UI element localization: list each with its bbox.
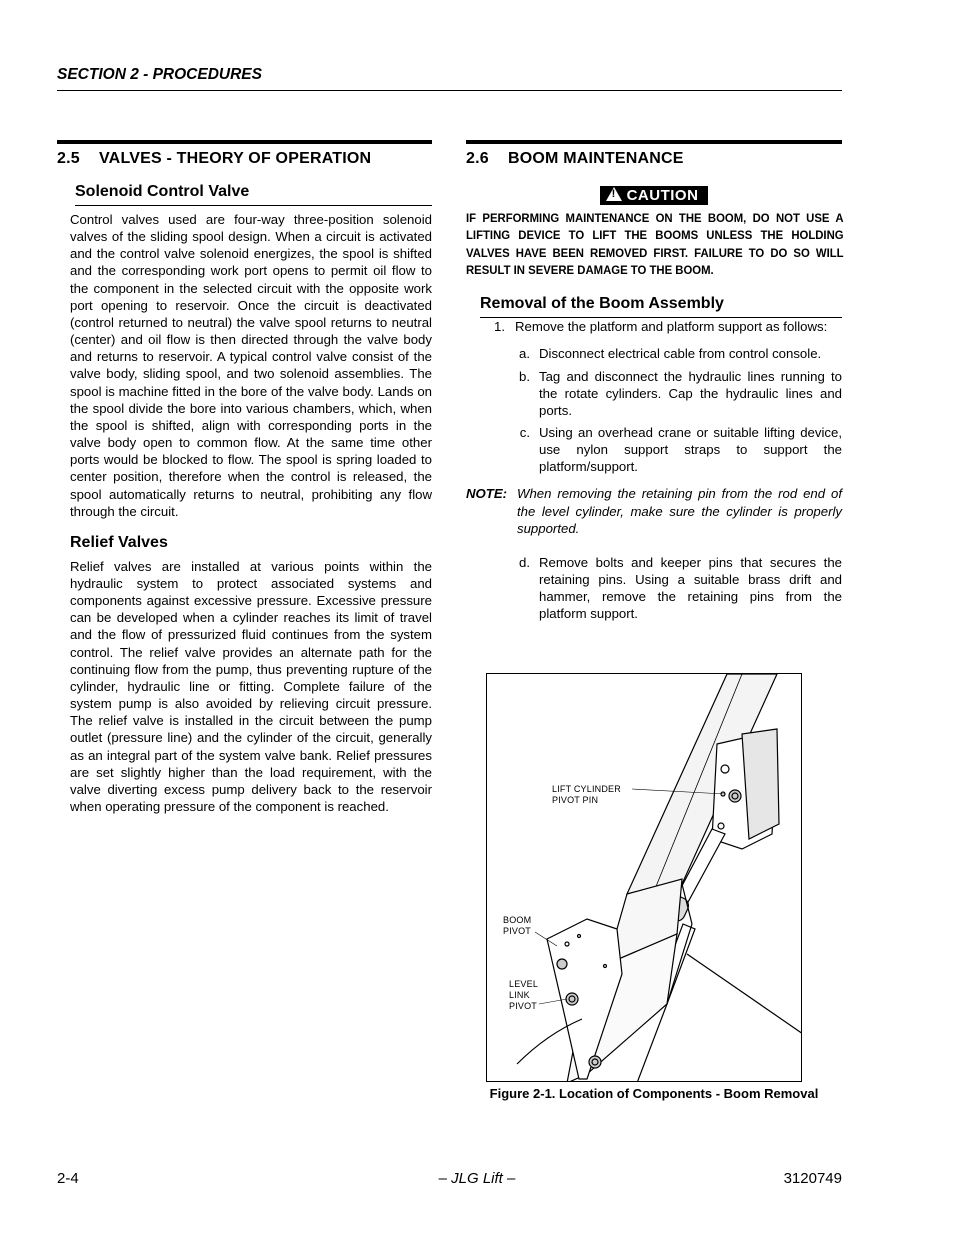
substep-text: Tag and disconnect the hydraulic lines running to the rotate cylinders. Cap the hydraulic lines and ports. bbox=[539, 368, 842, 418]
label-line: LIFT CYLINDER bbox=[552, 784, 621, 794]
substep-letter: c. bbox=[519, 424, 530, 440]
substep-letter: d. bbox=[519, 554, 530, 570]
substep-b bbox=[466, 368, 842, 419]
section-number: 2.6 bbox=[466, 150, 489, 167]
label-line: PIVOT bbox=[509, 1001, 538, 1011]
step-text: Remove the platform and platform support as follows: bbox=[515, 319, 828, 335]
section-heading bbox=[466, 150, 842, 168]
substep-letter: b. bbox=[519, 368, 530, 384]
warning-icon bbox=[606, 187, 622, 201]
subheading-removal: Removal of the Boom Assembly bbox=[480, 295, 842, 318]
section-header: SECTION 2 - PROCEDURES bbox=[57, 66, 262, 83]
section-rule bbox=[57, 140, 432, 144]
caution-banner-wrap bbox=[466, 186, 842, 205]
caution-label: CAUTION bbox=[626, 187, 699, 204]
substep-c bbox=[466, 424, 842, 475]
caution-text: IF PERFORMING MAINTENANCE ON THE BOOM, DO NOT USE A LIFTING DEVICE TO LIFT THE BOOMS UNLESS THE HOLDING VALVES HAVE BEEN REMOVED FIRST. FAILURE TO DO SO WILL RESULT IN SEVERE DAMAGE TO THE BOOM. bbox=[466, 211, 844, 277]
document-number: 3120749 bbox=[783, 1170, 842, 1187]
right-column bbox=[466, 140, 842, 623]
note-text: When removing the retaining pin from the rod end of the level cylinder, make sure the cylinder is properly supported. bbox=[517, 486, 842, 536]
header-rule bbox=[57, 90, 842, 91]
step-number: 1. bbox=[494, 319, 505, 335]
substep-a bbox=[466, 345, 842, 362]
subheading-solenoid: Solenoid Control Valve bbox=[75, 183, 432, 206]
note-label: NOTE: bbox=[466, 486, 508, 502]
section-rule bbox=[466, 140, 842, 144]
section-title: VALVES - THEORY OF OPERATION bbox=[99, 150, 372, 167]
step-1 bbox=[466, 318, 842, 335]
label-level-link-pivot bbox=[509, 979, 538, 1012]
substep-text: Using an overhead crane or suitable lifting device, use nylon support straps to support the platform/support. bbox=[539, 424, 842, 475]
paragraph-relief: Relief valves are installed at various points within the hydraulic system to protect associated systems and components against excessive pressure. Excessive pressure can be developed when a cylinder reaches its limit of travel and the flow of pressurized fluid continues from the system control. The relief valve provides an alternate path for the continuing flow from the pump, thus preventing rupture of the cylinder, hydraulic line or fitting. Complete failure of the system pump is also avoided by relieving circuit pressure. The relief valve is installed in the circuit between the pump outlet (pressure line) and the cylinder of the circuit, generally as an integral part of the system valve bank. Relief pressures are set slightly higher than the load requirement, with the valve diverting excess pump delivery back to the reservoir when operating pressure of the component is reached. bbox=[70, 558, 432, 814]
section-title: BOOM MAINTENANCE bbox=[508, 150, 684, 167]
substep-d bbox=[466, 554, 842, 623]
label-lift-cylinder-pivot-pin bbox=[552, 784, 621, 806]
label-line: PIVOT bbox=[503, 926, 532, 936]
footer-title: – JLG Lift – bbox=[438, 1170, 516, 1187]
label-line: LINK bbox=[509, 990, 530, 1000]
figure-caption: Figure 2-1. Location of Components - Boom Removal bbox=[489, 1086, 819, 1101]
label-line: PIVOT PIN bbox=[552, 795, 599, 805]
left-column bbox=[57, 140, 432, 815]
subheading-relief: Relief Valves bbox=[70, 533, 168, 551]
label-line: LEVEL bbox=[509, 979, 539, 989]
procedure-steps bbox=[466, 318, 842, 622]
substep-text: Disconnect electrical cable from control console. bbox=[539, 346, 822, 362]
section-heading bbox=[57, 150, 432, 168]
note bbox=[466, 485, 842, 536]
page-number: 2-4 bbox=[57, 1170, 79, 1187]
caution-banner bbox=[600, 186, 709, 205]
section-number: 2.5 bbox=[57, 150, 80, 167]
boom-illustration bbox=[487, 674, 802, 1082]
substep-letter: a. bbox=[519, 346, 530, 362]
figure-boom-removal bbox=[486, 673, 802, 1082]
substep-text: Remove bolts and keeper pins that secures the retaining pins. Using a suitable brass drift and hammer, remove the retaining pins from the platform support. bbox=[539, 554, 842, 622]
paragraph-solenoid: Control valves used are four-way three-position solenoid valves of the sliding spool design. When a circuit is activated and the control valve solenoid energizes, the spool is shifted and the corresponding work port opens to permit oil flow to the component in the selected circuit with the opposite work port opening to reservoir. Once the circuit is deactivated (control returned to neutral) the valve spool returns to neutral (center) and oil flow is then directed through the valve body and returns to reservoir. A typical control valve consist of the valve body, sliding spool, and two solenoid assemblies. The spool is machine fitted in the bore of the valve body. Lands on the spool divide the bore into various chambers, which, when the spool is shifted, align with corresponding ports in the valve body open to common flow. At the same time other ports would be blocked to flow. The spool is spring loaded to center position, therefore when the control is released, the spool automatically returns to neutral, prohibiting any flow through the circuit. bbox=[70, 212, 432, 519]
label-line: BOOM bbox=[503, 915, 532, 925]
label-boom-pivot bbox=[503, 915, 531, 937]
